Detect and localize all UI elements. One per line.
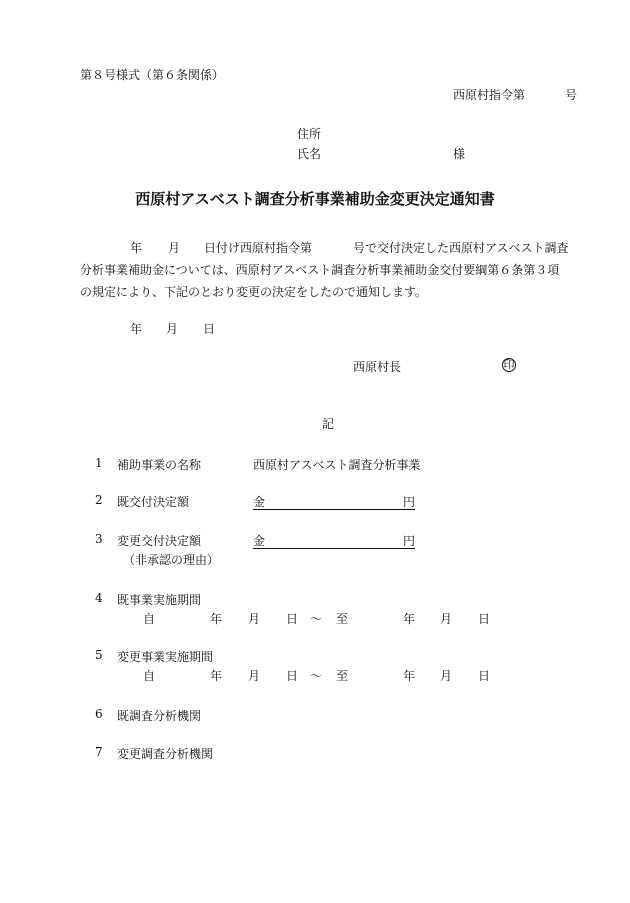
period-from: 自 xyxy=(143,612,156,626)
item-4-label: 既事業実施期間 xyxy=(117,593,202,607)
date-day: 日 xyxy=(203,322,216,336)
item-7-number: 7 xyxy=(95,745,103,759)
body-issued: 号で交付決定した西原村アスベスト調査 xyxy=(353,241,569,255)
period-month-2: 月 xyxy=(440,669,453,683)
body-month: 月 xyxy=(168,241,181,255)
period-year-2: 年 xyxy=(403,612,416,626)
period-day-2: 日 xyxy=(478,669,491,683)
period-month-2: 月 xyxy=(440,612,453,626)
item-3-amount xyxy=(253,532,415,549)
date-year: 年 xyxy=(130,322,143,336)
body-year: 年 xyxy=(130,241,143,255)
period-tilde: ～ xyxy=(310,669,323,683)
seal-icon xyxy=(502,357,516,372)
period-tilde: ～ xyxy=(310,612,323,626)
item-2-amount-suffix: 円 xyxy=(402,495,415,509)
period-day: 日 xyxy=(286,612,299,626)
item-5-number: 5 xyxy=(95,648,103,662)
item-2-amount-prefix: 金 xyxy=(253,495,266,509)
item-1-label: 補助事業の名称 xyxy=(117,458,202,472)
body-date-ref: 日付け西原村指令第 xyxy=(204,241,313,255)
item-3-amount-suffix: 円 xyxy=(402,534,415,548)
item-6-label: 既調査分析機関 xyxy=(117,709,202,723)
item-2-amount xyxy=(253,493,415,510)
item-7-label: 変更調査分析機関 xyxy=(117,747,214,761)
period-month: 月 xyxy=(248,669,261,683)
period-to: 至 xyxy=(336,612,349,626)
item-5-label: 変更事業実施期間 xyxy=(117,650,214,664)
period-day: 日 xyxy=(286,669,299,683)
ki-heading: 記 xyxy=(322,417,335,431)
reference-number-suffix: 号 xyxy=(565,88,578,102)
item-1-number: 1 xyxy=(95,456,103,470)
period-from: 自 xyxy=(143,669,156,683)
period-year: 年 xyxy=(210,669,223,683)
issuer-name: 西原村長 xyxy=(353,360,402,374)
item-1-value: 西原村アスベスト調査分析事業 xyxy=(253,458,421,472)
document-title: 西原村アスベスト調査分析事業補助金変更決定通知書 xyxy=(135,190,495,208)
item-3-note: （非承認の理由） xyxy=(123,553,220,567)
body-line-2: 分析事業補助金については、西原村アスベスト調査分析事業補助金交付要綱第６条第３項 xyxy=(80,263,560,277)
item-6-number: 6 xyxy=(95,707,103,721)
period-year: 年 xyxy=(210,612,223,626)
period-to: 至 xyxy=(336,669,349,683)
period-year-2: 年 xyxy=(403,669,416,683)
item-2-number: 2 xyxy=(95,493,103,507)
form-number: 第８号様式（第６条関係） xyxy=(80,68,225,82)
address-label: 住所 xyxy=(297,127,322,141)
item-3-amount-prefix: 金 xyxy=(253,534,266,548)
period-month: 月 xyxy=(248,612,261,626)
item-2-label: 既交付決定額 xyxy=(117,495,190,509)
date-month: 月 xyxy=(166,322,179,336)
seal-mark: 印 xyxy=(503,358,515,371)
item-3-label: 変更交付決定額 xyxy=(117,534,202,548)
name-label: 氏名 xyxy=(297,147,322,161)
honorific: 様 xyxy=(453,147,466,161)
period-day-2: 日 xyxy=(478,612,491,626)
item-3-number: 3 xyxy=(95,532,103,546)
item-4-number: 4 xyxy=(95,591,103,605)
body-line-3: の規定により、下記のとおり変更の決定をしたので通知します。 xyxy=(80,285,428,299)
reference-number-prefix: 西原村指令第 xyxy=(453,88,526,102)
